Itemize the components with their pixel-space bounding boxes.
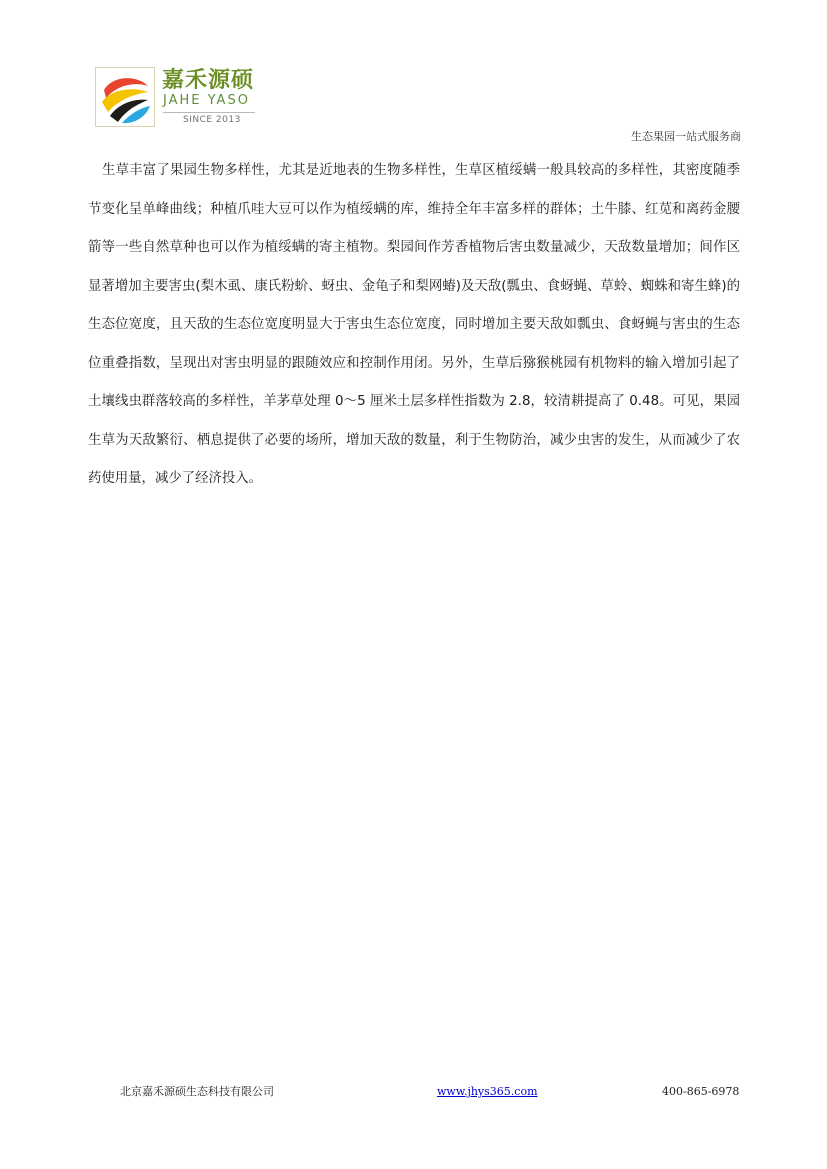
company-logo — [95, 67, 257, 127]
footer-website-link[interactable]: www.jhys365.com — [437, 1085, 538, 1098]
footer-company: 北京嘉禾源硕生态科技有限公司 — [120, 1085, 274, 1098]
logo-name-en: JAHE YASO — [163, 93, 250, 108]
logo-since: SINCE 2013 — [183, 115, 241, 125]
logo-divider — [163, 112, 255, 113]
logo-emblem-icon — [95, 67, 155, 127]
footer-phone: 400-865-6978 — [662, 1085, 740, 1098]
logo-name-cn: 嘉禾源硕 — [162, 67, 255, 93]
page-footer — [0, 1084, 827, 1100]
body-paragraph: 生草丰富了果园生物多样性，尤其是近地表的生物多样性，生草区植绥螨一般具较高的多样性，其密度随季节变化呈单峰曲线；种植爪哇大豆可以作为植绥螨的库，维持全年丰富多样的群体；土牛膝、红苋和离药金腰箭等一些自然草种也可以作为植绥螨的寄主植物。梨园间作芳香植物后害虫数量减少，天敌数量增加；间作区显著增加主要害虫(梨木虱、康氏粉蚧、蚜虫、金龟子和梨网蝽)及天敌(瓢虫、食蚜蝇、草蛉、蜘蛛和寄生蜂)的生态位宽度，且天敌的生态位宽度明显大于害虫生态位宽度，同时增加主要天敌如瓢虫、食蚜蝇与害虫的生态位重叠指数，呈现出对害虫明显的跟随效应和控制作用闭。另外，生草后猕猴桃园有机物料的输入增加引起了土壤线虫群落较高的多样性，羊茅草处理 0～5 厘米土层多样性指数为 2.8，较清耕提高了 0.48。可见，果园生草为天敌繁衍、栖息提供了必要的场所，增加天敌的数量，利于生物防治，减少虫害的发生，从而减少了农药使用量，减少了经济投入。 — [88, 163, 740, 486]
header-tagline: 生态果园一站式服务商 — [631, 130, 741, 143]
